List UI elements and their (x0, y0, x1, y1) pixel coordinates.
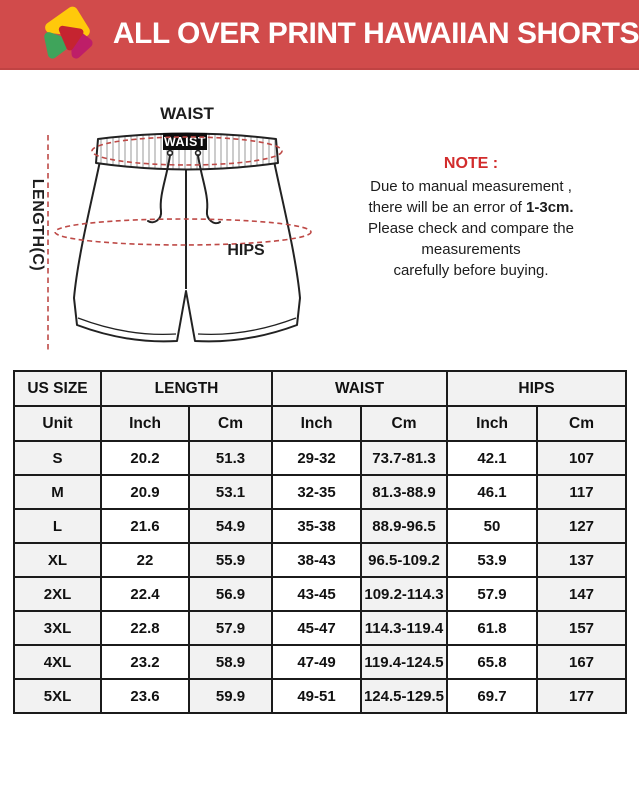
hips-cm-cell: 177 (537, 679, 626, 713)
table-row (14, 543, 626, 577)
hips-inch-cell: 61.8 (447, 611, 537, 645)
table-row (14, 577, 626, 611)
waist-tag-label: WAIST (163, 135, 207, 149)
size-cell: L (14, 509, 101, 543)
size-cell: 5XL (14, 679, 101, 713)
size-cell: 4XL (14, 645, 101, 679)
brand-logo-icon (36, 5, 100, 63)
note-line-2: there will be an error of 1-3cm. (368, 199, 574, 216)
length-inch-cell: 20.2 (101, 441, 189, 475)
table-row (14, 645, 626, 679)
hips-inch-cell: 53.9 (447, 543, 537, 577)
length-inch-cell: 20.9 (101, 475, 189, 509)
header-banner (0, 0, 639, 70)
size-cell: S (14, 441, 101, 475)
waist-inch-cell: 32-35 (272, 475, 361, 509)
hips-cm-cell: 117 (537, 475, 626, 509)
waist-cm-cell: 88.9-96.5 (361, 509, 447, 543)
unit-cell: Inch (101, 406, 189, 441)
length-inch-cell: 21.6 (101, 509, 189, 543)
note-line-1: Due to manual measurement , (370, 178, 572, 195)
size-chart-table (13, 370, 627, 714)
length-cm-cell: 58.9 (189, 645, 272, 679)
waist-inch-cell: 43-45 (272, 577, 361, 611)
unit-cell: Cm (189, 406, 272, 441)
waist-inch-cell: 38-43 (272, 543, 361, 577)
waist-inch-cell: 29-32 (272, 441, 361, 475)
hips-label: HIPS (227, 242, 265, 259)
unit-cell: Unit (14, 406, 101, 441)
length-inch-cell: 23.6 (101, 679, 189, 713)
page-title: ALL OVER PRINT HAWAIIAN SHORTS (112, 17, 639, 50)
unit-cell: Cm (361, 406, 447, 441)
waist-inch-cell: 35-38 (272, 509, 361, 543)
waist-cm-cell: 109.2-114.3 (361, 577, 447, 611)
table-row (14, 611, 626, 645)
col-header-waist: WAIST (272, 371, 447, 406)
size-cell: 3XL (14, 611, 101, 645)
hips-inch-cell: 65.8 (447, 645, 537, 679)
size-cell: 2XL (14, 577, 101, 611)
length-cm-cell: 51.3 (189, 441, 272, 475)
hips-cm-cell: 167 (537, 645, 626, 679)
waist-cm-cell: 96.5-109.2 (361, 543, 447, 577)
note-heading: NOTE : (443, 155, 499, 172)
length-cm-cell: 59.9 (189, 679, 272, 713)
length-inch-cell: 22.4 (101, 577, 189, 611)
col-header-hips: HIPS (447, 371, 626, 406)
waist-cm-cell: 73.7-81.3 (361, 441, 447, 475)
note-line-4: carefully before buying. (393, 262, 549, 279)
table-row (14, 509, 626, 543)
group-header-row (14, 371, 626, 406)
table-row (14, 679, 626, 713)
waist-inch-cell: 47-49 (272, 645, 361, 679)
length-cm-cell: 54.9 (189, 509, 272, 543)
table-row (14, 475, 626, 509)
hips-inch-cell: 57.9 (447, 577, 537, 611)
shorts-measurement-diagram (20, 95, 350, 365)
unit-cell: Inch (272, 406, 361, 441)
length-cm-cell: 53.1 (189, 475, 272, 509)
size-cell: XL (14, 543, 101, 577)
hips-inch-cell: 69.7 (447, 679, 537, 713)
hips-inch-cell: 46.1 (447, 475, 537, 509)
note-line-3: Please check and compare the measurements (368, 220, 574, 258)
length-cm-cell: 55.9 (189, 543, 272, 577)
length-cm-cell: 57.9 (189, 611, 272, 645)
length-inch-cell: 22.8 (101, 611, 189, 645)
unit-cell: Inch (447, 406, 537, 441)
size-cell: M (14, 475, 101, 509)
hips-cm-cell: 157 (537, 611, 626, 645)
hips-cm-cell: 127 (537, 509, 626, 543)
col-header-us-size: US SIZE (14, 371, 101, 406)
col-header-length: LENGTH (101, 371, 272, 406)
length-label: LENGTH(C) (29, 178, 46, 272)
waist-cm-cell: 124.5-129.5 (361, 679, 447, 713)
hips-inch-cell: 50 (447, 509, 537, 543)
waist-cm-cell: 119.4-124.5 (361, 645, 447, 679)
length-inch-cell: 23.2 (101, 645, 189, 679)
unit-cell: Cm (537, 406, 626, 441)
note-block (318, 153, 624, 281)
length-cm-cell: 56.9 (189, 577, 272, 611)
waist-top-label: WAIST (160, 104, 214, 123)
waist-inch-cell: 45-47 (272, 611, 361, 645)
length-inch-cell: 22 (101, 543, 189, 577)
waist-cm-cell: 81.3-88.9 (361, 475, 447, 509)
waist-cm-cell: 114.3-119.4 (361, 611, 447, 645)
hips-cm-cell: 147 (537, 577, 626, 611)
hips-cm-cell: 137 (537, 543, 626, 577)
unit-header-row (14, 406, 626, 441)
waist-inch-cell: 49-51 (272, 679, 361, 713)
table-row (14, 441, 626, 475)
hips-cm-cell: 107 (537, 441, 626, 475)
hips-inch-cell: 42.1 (447, 441, 537, 475)
